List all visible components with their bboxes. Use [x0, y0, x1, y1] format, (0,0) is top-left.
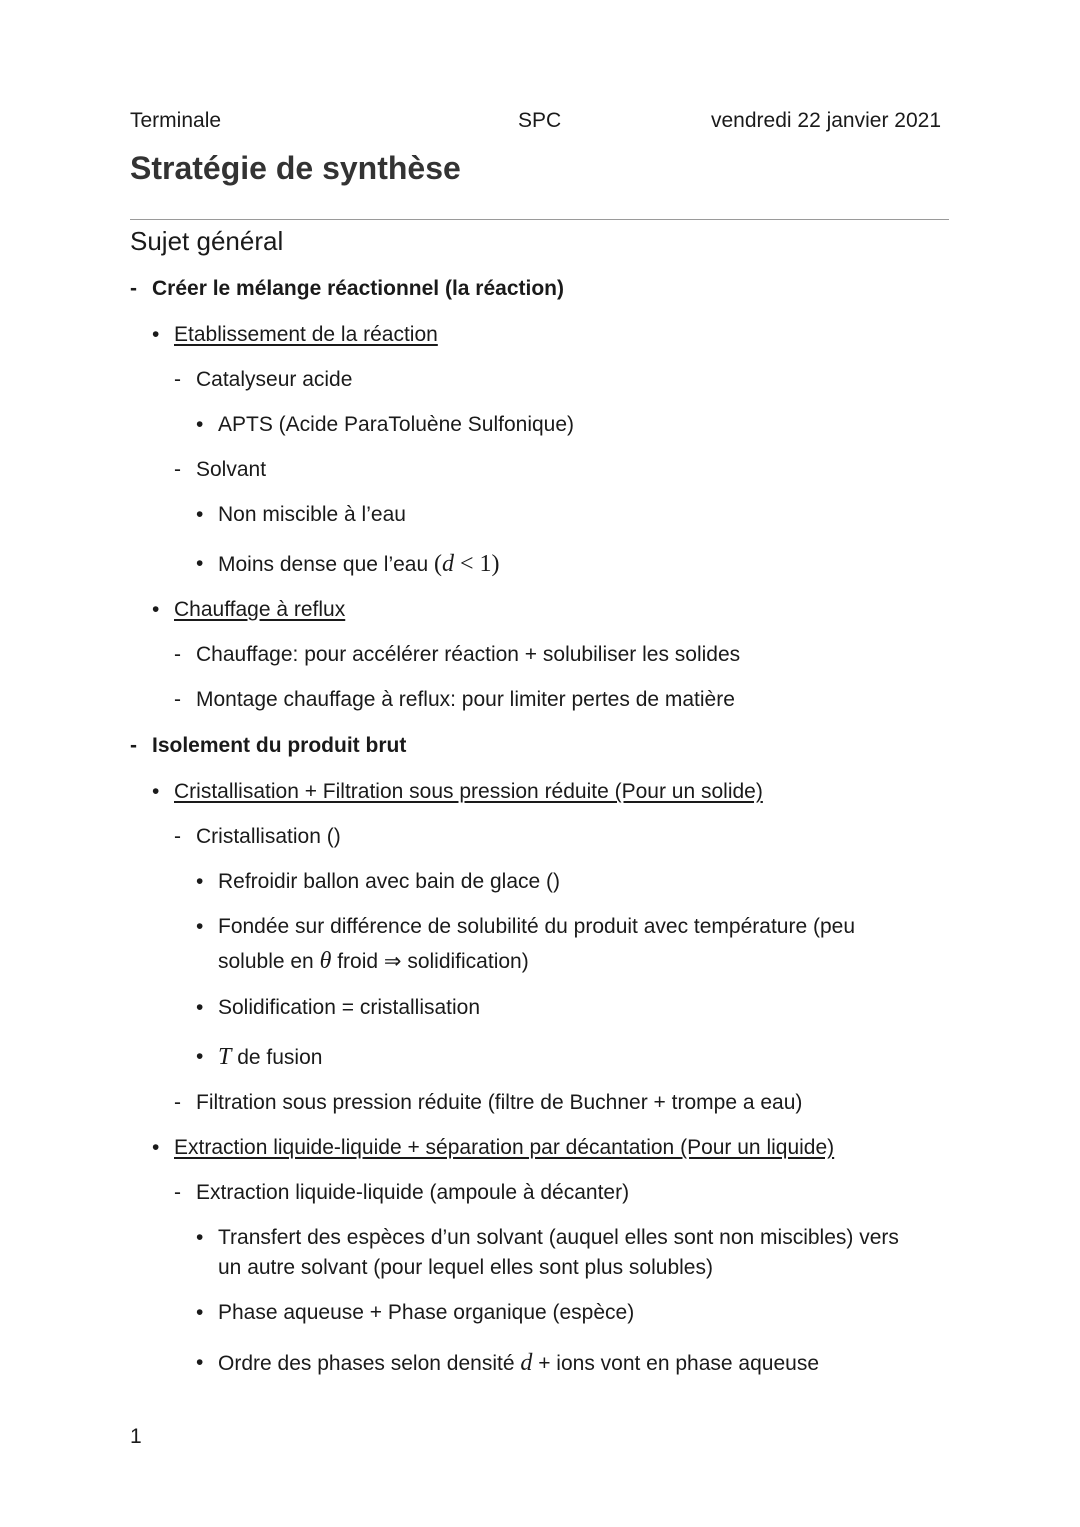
- heading-isolement: Isolement du produit brut: [152, 734, 407, 757]
- subheading-etablissement: Etablissement de la réaction: [174, 323, 438, 346]
- bullet-marker: •: [196, 1226, 204, 1249]
- item-transfert-line2: un autre solvant (pour lequel elles sont plus solubles): [218, 1256, 713, 1279]
- page-number: 1: [130, 1425, 142, 1448]
- subheading-cristallisation: Cristallisation + Filtration sous pression réduite (Pour un solide): [174, 780, 763, 803]
- bullet-marker: •: [196, 1301, 204, 1324]
- dash-marker: -: [174, 1181, 181, 1204]
- section-title: Sujet général: [130, 226, 284, 256]
- bullet-marker: •: [196, 996, 204, 1019]
- item-chauffage: Chauffage: pour accélérer réaction + solubiliser les solides: [196, 643, 741, 666]
- item-ordre: [218, 1348, 819, 1379]
- item-filtration: Filtration sous pression réduite (filtre de Buchner + trompe a eau): [196, 1091, 803, 1114]
- dash-marker: -: [174, 643, 181, 666]
- item-catalyseur: Catalyseur acide: [196, 368, 353, 391]
- math-paren-open: (: [434, 551, 442, 577]
- header-subject: SPC: [518, 109, 562, 132]
- header-date: vendredi 22 janvier 2021: [711, 109, 941, 132]
- item-apts: APTS (Acide ParaToluène Sulfonique): [218, 413, 575, 436]
- subheading-chauffage: Chauffage à reflux: [174, 598, 346, 621]
- item-moins-dense: [218, 549, 500, 580]
- item-transfert-line1: Transfert des espèces d’un solvant (auquel elles sont non miscibles) vers: [218, 1226, 899, 1249]
- horizontal-rule: [130, 219, 949, 220]
- math-var-theta: θ: [319, 948, 332, 974]
- bullet-marker: •: [196, 552, 204, 575]
- bullet-marker: •: [196, 503, 204, 526]
- bullet-marker: •: [152, 323, 160, 346]
- item-fondee-line2: [218, 946, 529, 977]
- bullet-marker: •: [196, 1351, 204, 1374]
- dash-marker: -: [174, 1091, 181, 1114]
- dash-marker: -: [174, 458, 181, 481]
- item-tfusion: [218, 1042, 322, 1073]
- item-solvant: Solvant: [196, 458, 267, 481]
- item-cristallisation: Cristallisation (): [196, 825, 341, 848]
- ordre-text-b: + ions vont en phase aqueuse: [532, 1352, 819, 1375]
- item-montage: Montage chauffage à reflux: pour limiter pertes de matière: [196, 688, 735, 711]
- dash-marker: -: [174, 825, 181, 848]
- tfusion-text: de fusion: [231, 1046, 323, 1069]
- bullet-marker: •: [196, 1045, 204, 1068]
- math-var-t: T: [218, 1044, 232, 1070]
- bullet-marker: •: [152, 598, 160, 621]
- dash-marker: -: [130, 277, 137, 300]
- item-extraction: Extraction liquide-liquide (ampoule à décanter): [196, 1181, 630, 1204]
- ordre-text-a: Ordre des phases selon densité: [218, 1352, 521, 1375]
- math-var-d: d: [442, 551, 454, 577]
- item-phases: Phase aqueuse + Phase organique (espèce): [218, 1301, 635, 1324]
- item-non-miscible: Non miscible à l’eau: [218, 503, 406, 526]
- subheading-extraction: Extraction liquide-liquide + séparation par décantation (Pour un liquide): [174, 1136, 835, 1159]
- moins-dense-text: Moins dense que l’eau: [218, 553, 429, 576]
- fondee-text-b: froid ⇒ solidification): [331, 950, 529, 973]
- bullet-marker: •: [196, 870, 204, 893]
- bullet-marker: •: [196, 915, 204, 938]
- heading-reaction: Créer le mélange réactionnel (la réaction): [152, 277, 564, 300]
- item-refroidir: Refroidir ballon avec bain de glace (): [218, 870, 561, 893]
- bullet-marker: •: [152, 780, 160, 803]
- bullet-marker: •: [196, 413, 204, 436]
- dash-marker: -: [174, 688, 181, 711]
- fondee-text-a: soluble en: [218, 950, 320, 973]
- math-lt-one: < 1): [454, 551, 500, 577]
- header-level: Terminale: [130, 109, 222, 132]
- document-title: Stratégie de synthèse: [130, 150, 461, 186]
- bullet-marker: •: [152, 1136, 160, 1159]
- math-var-d: d: [520, 1350, 533, 1376]
- item-solidification: Solidification = cristallisation: [218, 996, 481, 1019]
- dash-marker: -: [130, 734, 137, 757]
- dash-marker: -: [174, 368, 181, 391]
- item-fondee-line1: Fondée sur différence de solubilité du produit avec température (peu: [218, 915, 856, 938]
